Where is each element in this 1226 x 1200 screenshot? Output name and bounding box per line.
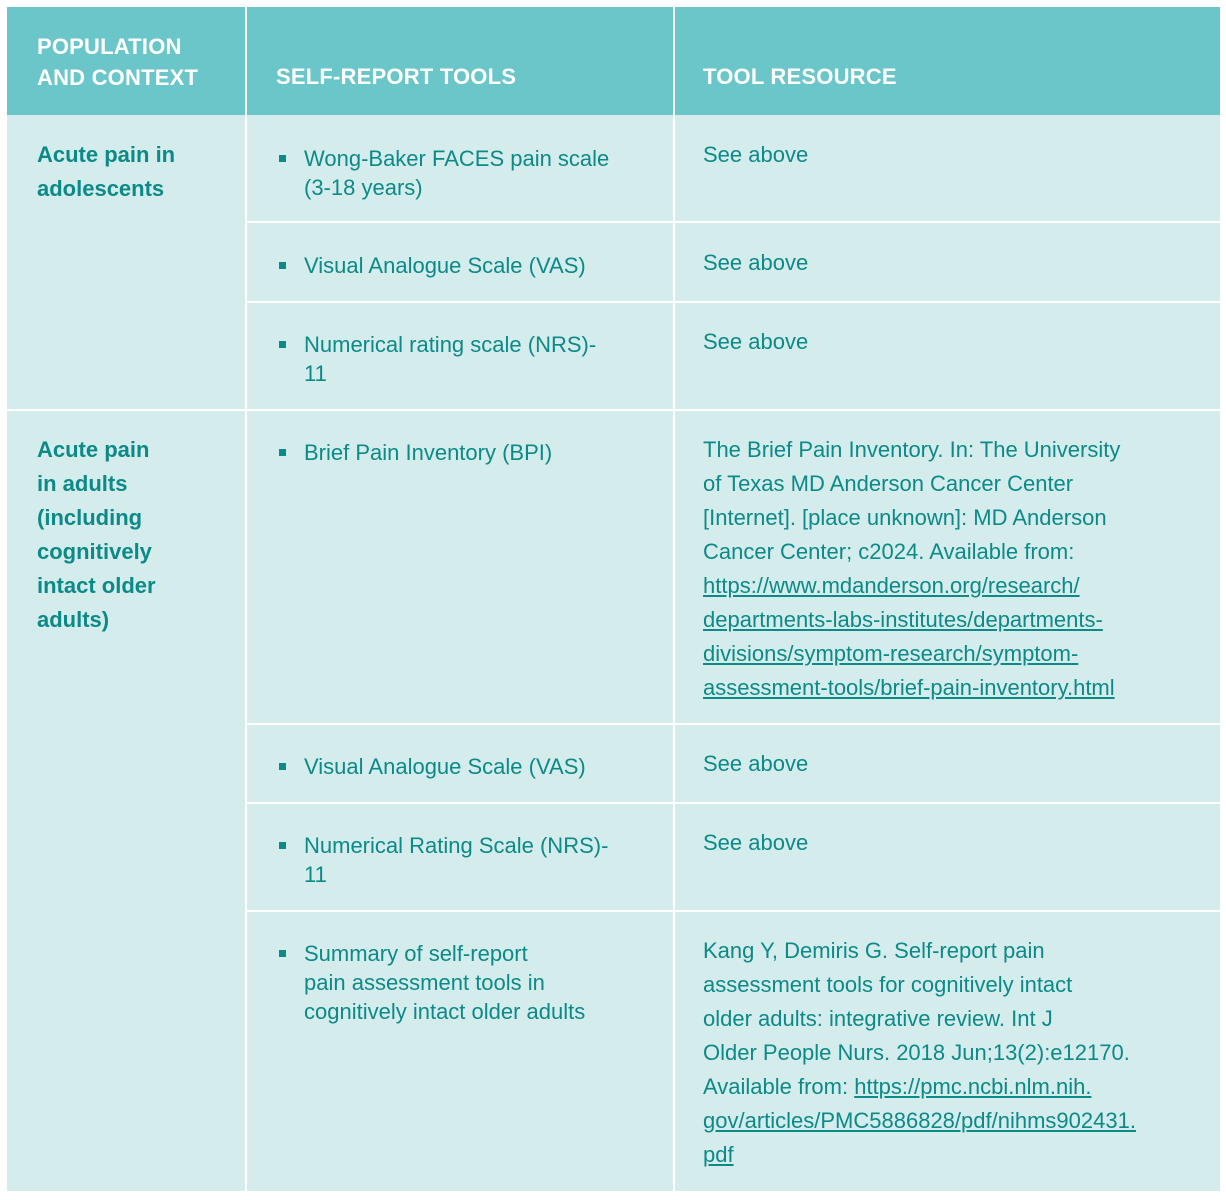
resource-line: of Texas MD Anderson Cancer Center — [703, 471, 1074, 496]
resource-cell: See above — [703, 250, 809, 275]
resource-cell — [703, 934, 1208, 1172]
resource-cell: See above — [703, 830, 809, 855]
tool-line: Wong-Baker FACES pain scale — [304, 146, 610, 171]
row-divider — [247, 221, 1220, 223]
bullet-icon — [279, 262, 286, 269]
row-divider — [247, 802, 1220, 804]
tool-line: Numerical rating scale (NRS)- — [304, 332, 597, 357]
population-line: in adults — [37, 471, 128, 496]
row-divider — [247, 910, 1220, 912]
tool-line: Visual Analogue Scale (VAS) — [304, 253, 586, 278]
resource-line: assessment tools for cognitively intact — [703, 972, 1073, 997]
tool-line: (3-18 years) — [304, 175, 423, 200]
population-line: cognitively — [37, 539, 152, 564]
row-divider — [247, 301, 1220, 303]
resource-line: The Brief Pain Inventory. In: The University — [703, 437, 1121, 462]
resource-line: [Internet]. [place unknown]: MD Anderson — [703, 505, 1107, 530]
tool-line: Visual Analogue Scale (VAS) — [304, 754, 586, 779]
population-line: adults) — [37, 607, 110, 632]
tool-line: Brief Pain Inventory (BPI) — [304, 440, 553, 465]
resource-link[interactable]: gov/articles/PMC5886828/pdf/nihms902431. — [703, 1108, 1136, 1133]
population-line: (including — [37, 505, 143, 530]
resource-line: Kang Y, Demiris G. Self-report pain — [703, 938, 1045, 963]
resource-link[interactable]: divisions/symptom-research/symptom- — [703, 641, 1079, 666]
resource-cell — [703, 433, 1208, 705]
group-divider — [7, 409, 1220, 411]
resource-line: older adults: integrative review. Int J — [703, 1006, 1053, 1031]
bullet-icon — [279, 341, 286, 348]
tool-line: 11 — [304, 862, 327, 887]
population-cell — [37, 138, 175, 206]
tool-cell — [277, 438, 684, 467]
resource-cell: See above — [703, 751, 809, 776]
tool-cell — [277, 144, 684, 202]
resource-link[interactable]: assessment-tools/brief-pain-inventory.html — [703, 675, 1115, 700]
resource-prefix: Available from: — [703, 1074, 855, 1099]
tool-cell — [277, 251, 684, 280]
tool-line: Numerical Rating Scale (NRS)- — [304, 833, 609, 858]
header-population-context — [37, 31, 198, 93]
tool-cell — [277, 330, 684, 388]
tool-cell — [277, 752, 684, 781]
tool-line: 11 — [304, 361, 327, 386]
header-self-report-tools: SELF-REPORT TOOLS — [276, 64, 517, 89]
resource-link[interactable]: https://pmc.ncbi.nlm.nih. — [854, 1074, 1092, 1099]
resource-link[interactable]: pdf — [703, 1142, 734, 1167]
population-cell — [37, 433, 156, 637]
header-population-line1: POPULATION — [37, 34, 182, 59]
resource-line: Cancer Center; c2024. Available from: — [703, 539, 1075, 564]
resource-cell: See above — [703, 329, 809, 354]
population-line: Acute pain in — [37, 142, 176, 167]
row-divider — [247, 723, 1220, 725]
tool-line: Summary of self-report — [304, 941, 528, 966]
bullet-icon — [279, 950, 286, 957]
column-divider-1 — [245, 7, 247, 1191]
population-line: Acute pain — [37, 437, 150, 462]
population-line: adolescents — [37, 176, 165, 201]
resource-link[interactable]: https://www.mdanderson.org/research/ — [703, 573, 1080, 598]
tool-line: pain assessment tools in — [304, 970, 545, 995]
population-line: intact older — [37, 573, 156, 598]
tool-line: cognitively intact older adults — [304, 999, 586, 1024]
resource-cell: See above — [703, 142, 809, 167]
header-tool-resource: TOOL RESOURCE — [703, 64, 897, 89]
resource-link[interactable]: departments-labs-institutes/departments- — [703, 607, 1103, 632]
bullet-icon — [279, 842, 286, 849]
bullet-icon — [279, 155, 286, 162]
bullet-icon — [279, 763, 286, 770]
table-header — [7, 7, 1220, 115]
resource-line: Older People Nurs. 2018 Jun;13(2):e12170. — [703, 1040, 1130, 1065]
header-population-line2: AND CONTEXT — [37, 65, 199, 90]
resource-line — [703, 1070, 1208, 1104]
pain-assessment-table — [7, 7, 1220, 1191]
tool-cell — [277, 831, 684, 889]
tool-cell — [277, 939, 684, 1026]
bullet-icon — [279, 449, 286, 456]
